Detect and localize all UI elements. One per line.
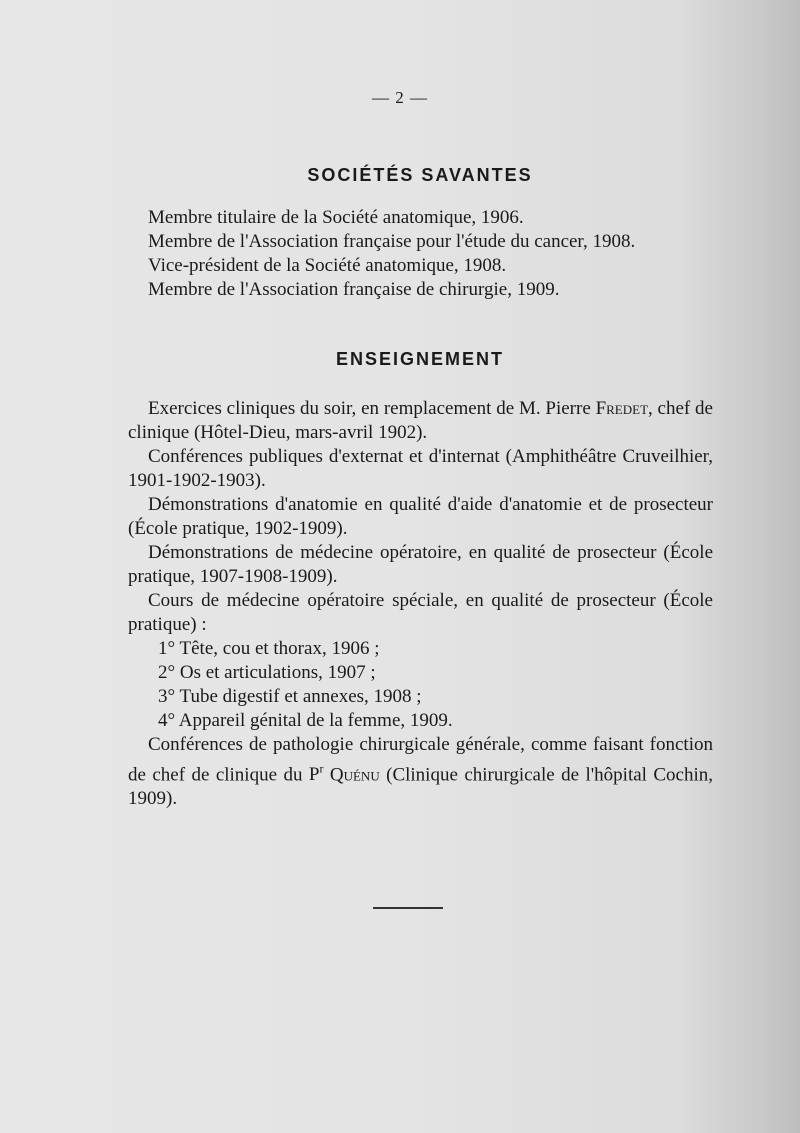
sub-item: 1° Tête, cou et thorax, 1906 ; [158, 638, 380, 659]
paragraph-pathologie [128, 733, 713, 811]
text-segment: Exercices cliniques du soir, en remplacement de M. Pierre [148, 398, 596, 419]
section-heading-societes: SOCIÉTÉS SAVANTES [307, 165, 533, 185]
list-item: Membre de l'Association française pour l'étude du cancer, 1908. [148, 231, 636, 252]
title-abbrev [309, 764, 324, 785]
text-segment: (Clinique chirurgicale de l'hôpital Cochin, 1909). [128, 764, 713, 810]
list-item: Membre titulaire de la Société anatomique, 1906. [148, 207, 524, 228]
paragraph-demonstrations-anatomie: Démonstrations d'anatomie en qualité d'aide d'anatomie et de prosecteur (École pratique, 1902-1909). [128, 494, 713, 539]
page-number: — 2 — [372, 88, 428, 107]
paragraph-cours: Cours de médecine opératoire spéciale, en qualité de prosecteur (École pratique) : [128, 590, 713, 635]
societes-list [128, 206, 713, 302]
paragraph-exercices [128, 397, 713, 445]
text-segment: , chef de clinique (Hôtel-Dieu, mars-avril 1902). [128, 398, 713, 443]
list-item: Membre de l'Association française de chirurgie, 1909. [148, 279, 560, 300]
sub-item: 3° Tube digestif et annexes, 1908 ; [158, 686, 422, 707]
list-item: Vice-président de la Société anatomique, 1908. [148, 255, 507, 276]
paragraph-demonstrations-medecine: Démonstrations de médecine opératoire, en qualité de prosecteur (École pratique, 1907-1908-1909). [128, 542, 713, 587]
person-name-fredet: Fredet [595, 398, 649, 419]
section-heading-enseignement: ENSEIGNEMENT [335, 349, 505, 369]
text-segment: Conférences de pathologie chirurgicale générale, comme faisant fonction de chef de clinique du [128, 734, 713, 786]
person-name-quenu: Quénu [329, 764, 380, 786]
sub-item: 4° Appareil génital de la femme, 1909. [158, 710, 453, 731]
title-text: $P^r$ [308, 762, 324, 786]
separator-rule [373, 907, 443, 909]
paragraph-conferences: Conférences publiques d'externat et d'internat (Amphithéâtre Cruveilhier, 1901-1902-1903). [128, 446, 713, 491]
enseignement-list [128, 397, 713, 811]
sub-item: 2° Os et articulations, 1907 ; [158, 662, 376, 683]
